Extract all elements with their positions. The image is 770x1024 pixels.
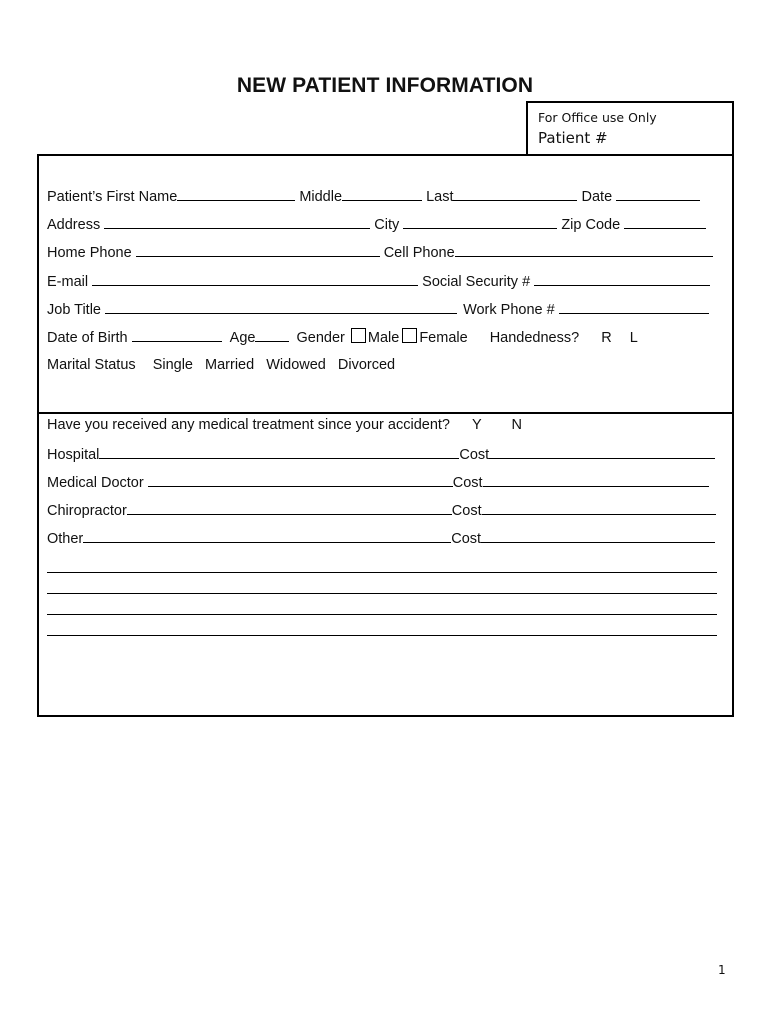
female-checkbox[interactable]: [402, 328, 417, 343]
notes-line[interactable]: [47, 593, 717, 594]
marital-row: [47, 356, 395, 374]
other-row: [47, 529, 715, 548]
city-label: City: [374, 217, 400, 233]
other-label: Other: [47, 531, 84, 547]
date-label: Date: [581, 189, 613, 205]
section-divider: [39, 412, 732, 414]
zip-label: Zip Code: [561, 217, 621, 233]
page-number: 1: [718, 963, 726, 977]
email-field[interactable]: [92, 272, 418, 286]
office-use-box: [526, 101, 734, 156]
marital-label: Marital Status: [47, 357, 136, 373]
email-row: [47, 272, 710, 291]
treatment-question: Have you received any medical treatment since your accident?: [47, 417, 450, 433]
medical-doctor-cost-label: Cost: [452, 475, 483, 491]
date-field[interactable]: [616, 187, 700, 201]
last-label: Last: [426, 189, 454, 205]
hospital-field[interactable]: [99, 445, 459, 459]
job-row: [47, 300, 709, 319]
chiropractor-label: Chiropractor: [47, 503, 127, 519]
job-title-field[interactable]: [105, 300, 457, 314]
home-phone-field[interactable]: [136, 243, 380, 257]
dob-label: Date of Birth: [47, 330, 128, 346]
home-phone-label: Home Phone: [47, 245, 132, 261]
other-cost-label: Cost: [451, 531, 482, 547]
phone-row: [47, 243, 713, 262]
ssn-field[interactable]: [534, 272, 710, 286]
page-title: NEW PATIENT INFORMATION: [236, 74, 534, 97]
city-field[interactable]: [403, 215, 557, 229]
medical-doctor-cost-field[interactable]: [483, 473, 709, 487]
office-use-label: For Office use Only: [538, 110, 657, 125]
treatment-yes-option[interactable]: Y: [472, 417, 482, 433]
hospital-cost-label: Cost: [459, 447, 490, 463]
age-label: Age: [229, 330, 256, 346]
patient-number-label[interactable]: Patient #: [538, 129, 608, 147]
hospital-row: [47, 445, 715, 464]
other-field[interactable]: [83, 529, 451, 543]
cell-phone-field[interactable]: [455, 243, 713, 257]
job-title-label: Job Title: [47, 302, 101, 318]
handedness-label: Handedness?: [489, 330, 580, 346]
hand-right-option[interactable]: R: [601, 330, 612, 346]
work-phone-label: Work Phone #: [463, 302, 555, 318]
email-label: E-mail: [47, 274, 89, 290]
zip-field[interactable]: [624, 215, 706, 229]
treatment-no-option[interactable]: N: [511, 417, 522, 433]
hospital-cost-field[interactable]: [489, 445, 715, 459]
first-name-field[interactable]: [177, 187, 295, 201]
hospital-label: Hospital: [47, 447, 100, 463]
name-row: [47, 187, 700, 206]
widowed-option[interactable]: Widowed: [266, 357, 326, 373]
first-name-label: Patient’s First Name: [47, 189, 178, 205]
middle-field[interactable]: [342, 187, 422, 201]
divorced-option[interactable]: Divorced: [337, 357, 396, 373]
notes-line[interactable]: [47, 635, 717, 636]
treatment-question-row: [47, 416, 522, 434]
dob-field[interactable]: [132, 328, 222, 342]
age-field[interactable]: [255, 328, 289, 342]
patient-form: [37, 154, 734, 717]
last-field[interactable]: [453, 187, 577, 201]
single-option[interactable]: Single: [152, 357, 193, 373]
chiropractor-cost-label: Cost: [451, 503, 482, 519]
male-label: Male: [367, 330, 400, 346]
hand-left-option[interactable]: L: [629, 330, 638, 346]
other-cost-field[interactable]: [481, 529, 715, 543]
dob-row: [47, 328, 638, 347]
notes-line[interactable]: [47, 614, 717, 615]
address-label: Address: [47, 217, 101, 233]
middle-label: Middle: [299, 189, 343, 205]
chiropractor-field[interactable]: [127, 501, 452, 515]
medical-doctor-label: Medical Doctor: [47, 475, 144, 491]
address-field[interactable]: [104, 215, 370, 229]
address-row: [47, 215, 706, 234]
medical-doctor-row: [47, 473, 709, 492]
gender-label: Gender: [296, 330, 345, 346]
chiropractor-cost-field[interactable]: [482, 501, 716, 515]
ssn-label: Social Security #: [422, 274, 531, 290]
chiropractor-row: [47, 501, 716, 520]
notes-line[interactable]: [47, 572, 717, 573]
female-label: Female: [419, 330, 468, 346]
medical-doctor-field[interactable]: [148, 473, 453, 487]
male-checkbox[interactable]: [351, 328, 366, 343]
cell-phone-label: Cell Phone: [383, 245, 455, 261]
married-option[interactable]: Married: [205, 357, 255, 373]
work-phone-field[interactable]: [559, 300, 709, 314]
